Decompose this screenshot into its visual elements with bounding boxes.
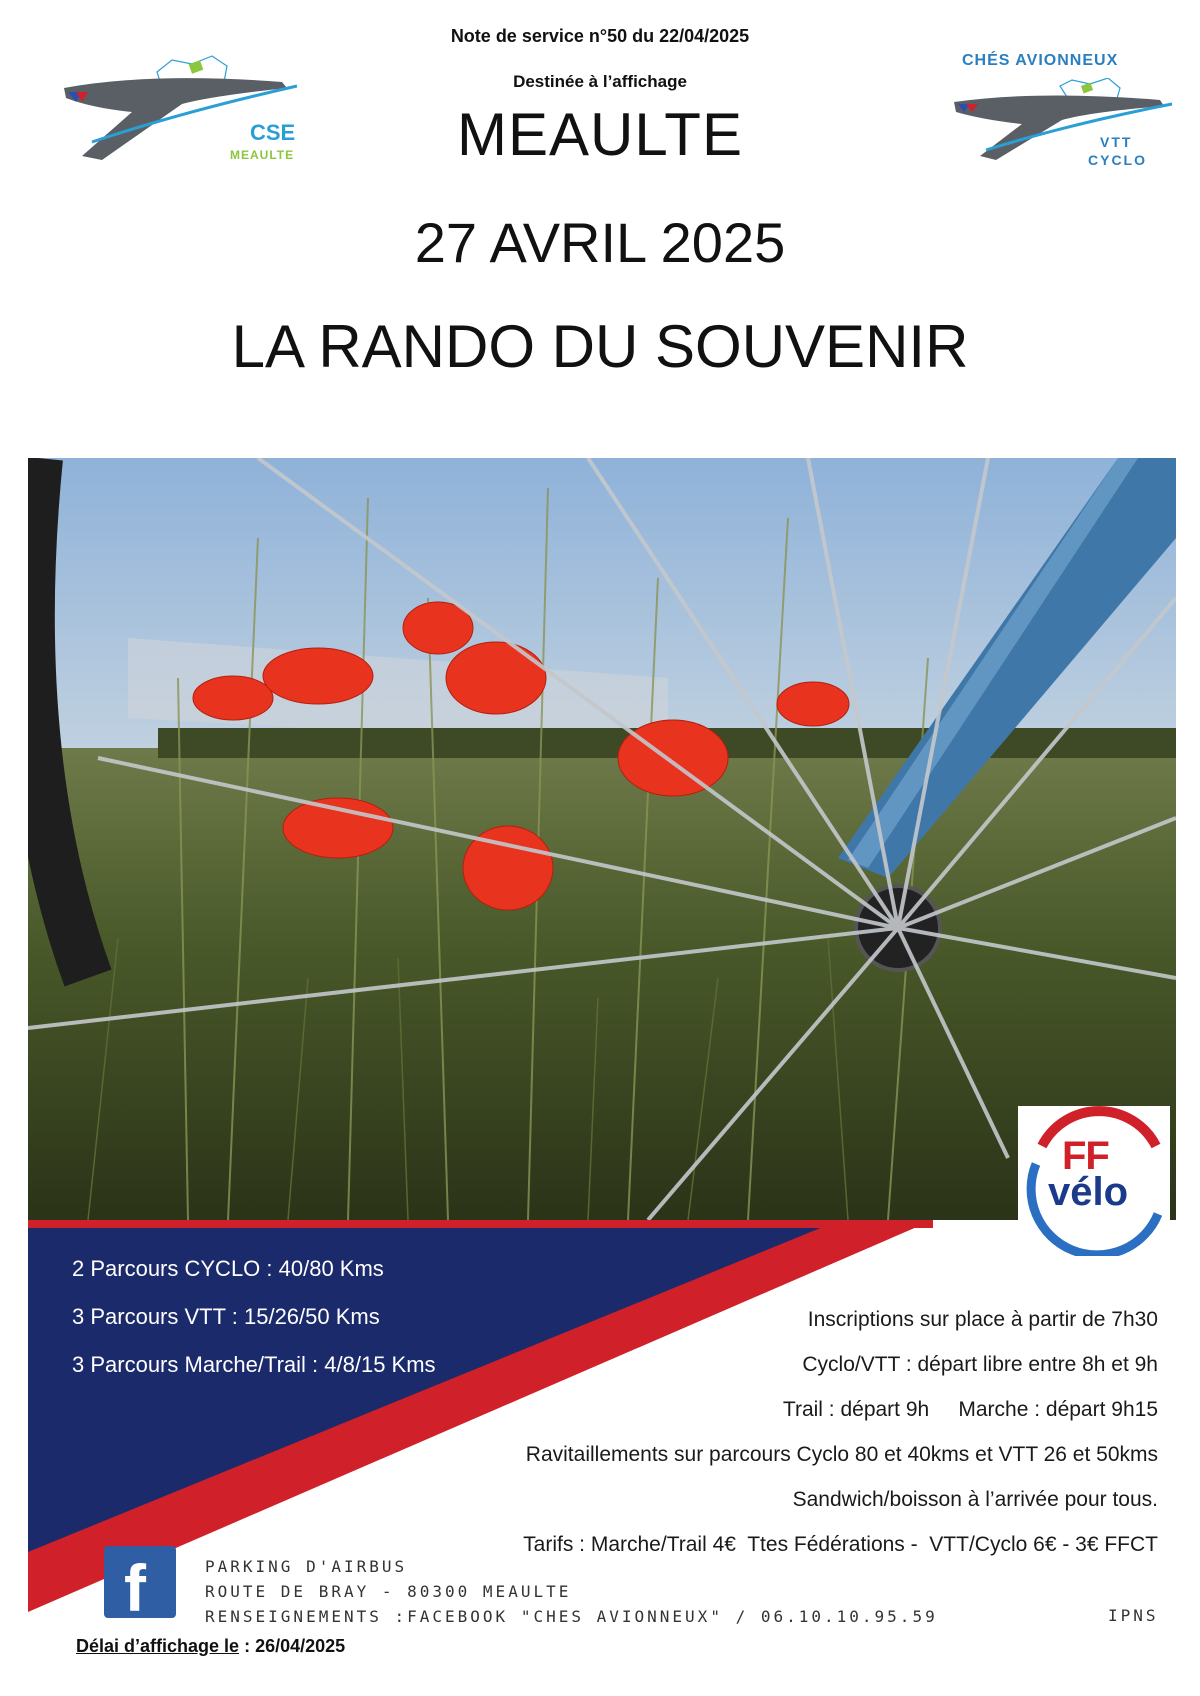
event-title: LA RANDO DU SOUVENIR	[231, 313, 969, 380]
cse-logo-subtext: MEAULTE	[230, 148, 295, 162]
route-vtt: 3 Parcours VTT : 15/26/50 Kms	[72, 1304, 380, 1329]
town-title: MEAULTE	[457, 101, 743, 168]
ches-logo-cyclo: CYCLO	[1088, 152, 1147, 168]
footer-address: ROUTE DE BRAY - 80300 MEAULTE	[205, 1582, 572, 1601]
ches-logo-vtt: VTT	[1100, 134, 1133, 150]
banner-shape	[28, 1220, 1176, 1640]
deadline-label: Délai d’affichage le	[76, 1636, 240, 1656]
deadline-date: 26/04/2025	[255, 1636, 346, 1656]
event-date: 27 AVRIL 2025	[414, 211, 786, 274]
route-marche-trail: 3 Parcours Marche/Trail : 4/8/15 Kms	[72, 1352, 436, 1377]
route-cyclo: 2 Parcours CYCLO : 40/80 Kms	[72, 1256, 384, 1281]
facebook-glyph: f	[124, 1551, 146, 1625]
info-depart-trail-marche: Trail : départ 9h Marche : départ 9h15	[782, 1398, 1158, 1421]
posting-deadline	[76, 1636, 345, 1657]
poppy-field-photo	[28, 458, 1176, 1220]
poppy-wheel-illustration	[28, 458, 1176, 1220]
info-ravitaillements: Ravitaillements sur parcours Cyclo 80 et 40kms et VTT 26 et 50kms	[525, 1443, 1158, 1466]
info-sandwich: Sandwich/boisson à l’arrivée pour tous.	[792, 1488, 1158, 1511]
ches-logo-title: CHÉS AVIONNEUX	[962, 52, 1119, 69]
info-inscriptions: Inscriptions sur place à partir de 7h30	[807, 1308, 1158, 1331]
ffvelo-ff-text: FF	[1062, 1134, 1109, 1178]
routes-banner	[28, 1220, 1176, 1640]
footer-contact: RENSEIGNEMENTS :FACEBOOK "CHES AVIONNEUX" / 06.10.10.95.59	[205, 1607, 938, 1626]
service-note: Note de service n°50 du 22/04/2025	[450, 26, 750, 46]
ches-avionneux-logo	[950, 52, 1180, 172]
ffvelo-velo-text: vélo	[1048, 1170, 1129, 1214]
cse-meaulte-logo	[62, 52, 312, 172]
facebook-icon	[104, 1546, 176, 1625]
deadline-separator: :	[239, 1636, 256, 1656]
info-tarifs: Tarifs : Marche/Trail 4€ Ttes Fédérations - VTT/Cyclo 6€ - 3€ FFCT	[523, 1533, 1158, 1556]
info-depart-cyclo-vtt: Cyclo/VTT : départ libre entre 8h et 9h	[802, 1353, 1158, 1376]
destination-label: Destinée à l’affichage	[513, 72, 687, 91]
footer-parking: PARKING D'AIRBUS	[205, 1557, 408, 1576]
cse-logo-text: CSE	[250, 120, 296, 145]
poppy-flower	[193, 676, 273, 720]
ipns-mention: IPNS	[1108, 1606, 1159, 1625]
